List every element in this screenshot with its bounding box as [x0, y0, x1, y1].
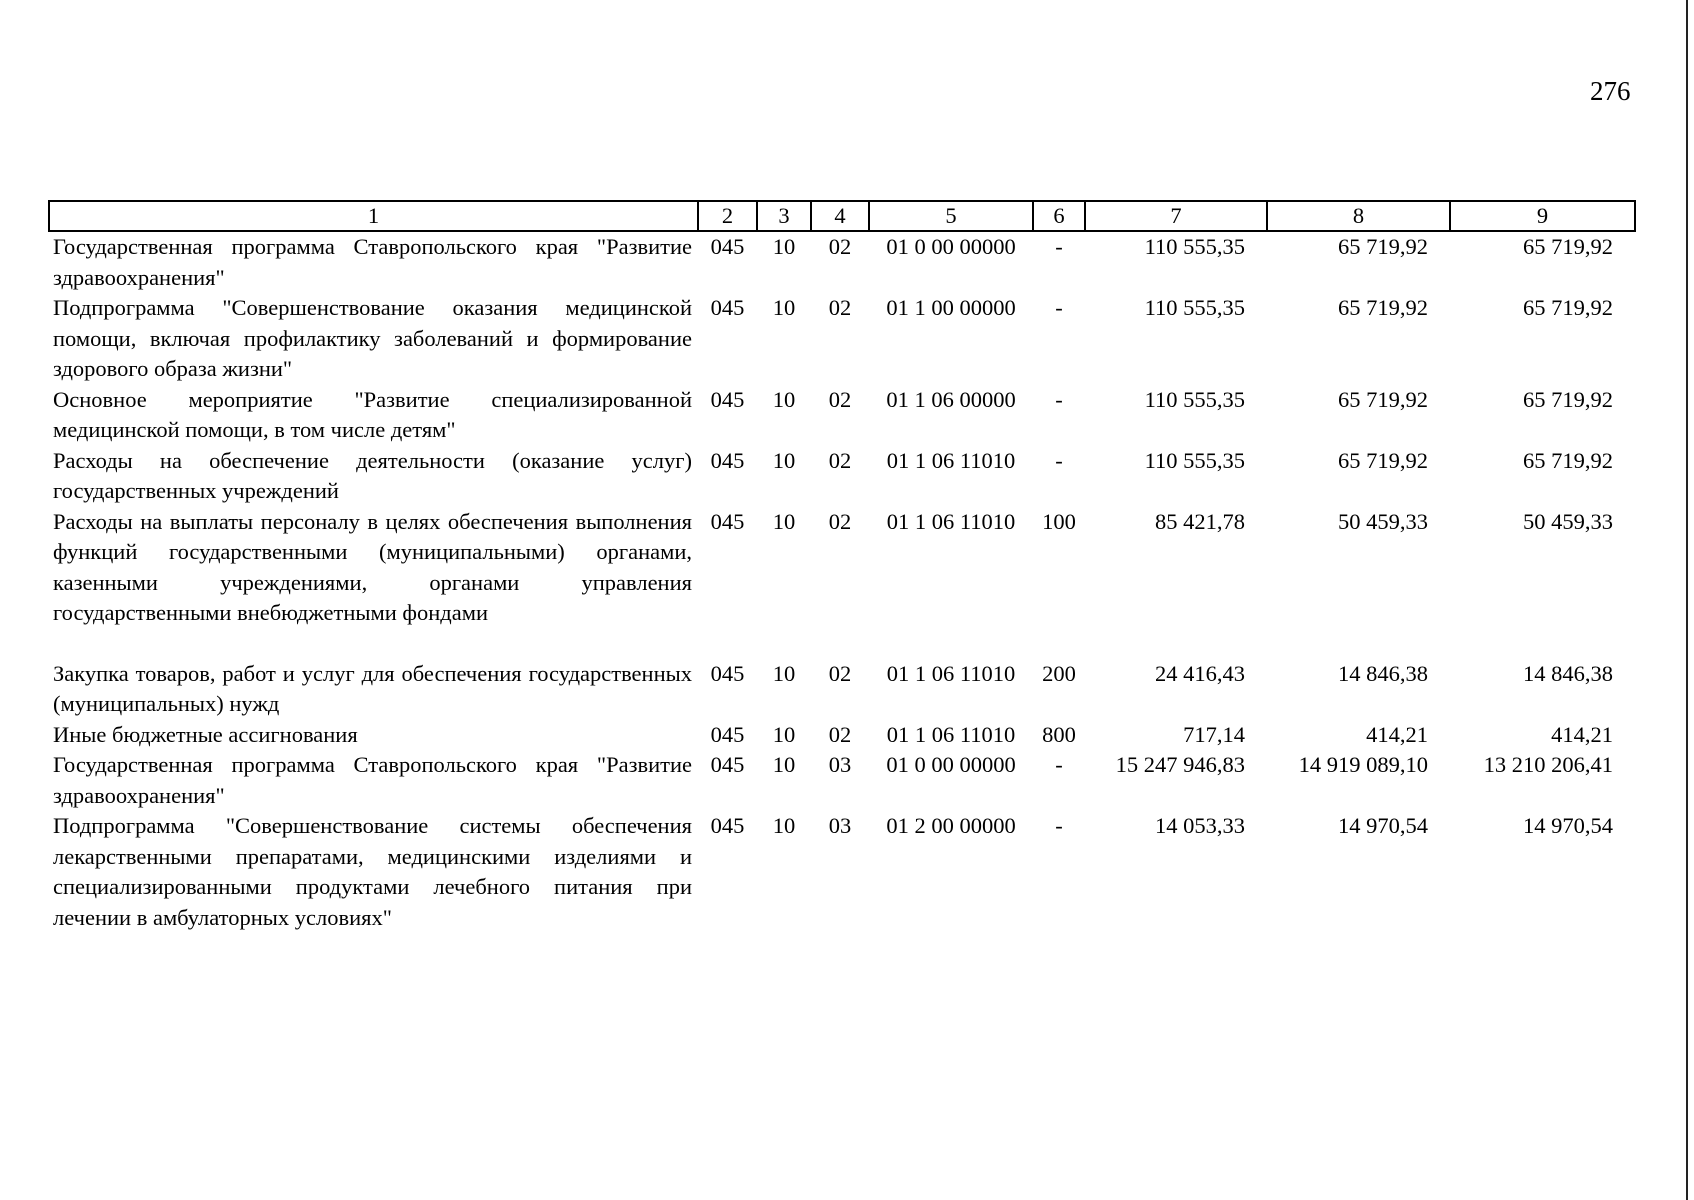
- cell-col-8: 50 459,33: [1338, 508, 1428, 534]
- cell-col-6: -: [1055, 386, 1063, 412]
- cell-col-8: 414,21: [1366, 721, 1428, 747]
- cell-col-7: 24 416,43: [1155, 660, 1245, 686]
- row-description: Расходы на обеспечение деятельности (оказание услуг) государственных учреждений: [53, 447, 692, 503]
- cell-col-5: 01 2 00 00000: [886, 813, 1016, 838]
- cell-col-4: 02: [828, 234, 852, 259]
- cell-col-5: 01 1 06 11010: [886, 508, 1016, 534]
- cell-col-4: 03: [828, 813, 852, 838]
- cell-col-8: 65 719,92: [1338, 447, 1428, 473]
- cell-col-5: 01 1 06 11010: [886, 660, 1016, 686]
- cell-col-7: 15 247 946,83: [1115, 752, 1245, 777]
- cell-col-8: 65 719,92: [1338, 295, 1428, 320]
- cell-col-2: 045: [710, 295, 745, 320]
- cell-col-6: 200: [1042, 660, 1076, 686]
- cell-col-8: 65 719,92: [1338, 234, 1428, 259]
- cell-col-8: 14 846,38: [1338, 660, 1428, 686]
- cell-col-3: 10: [772, 386, 796, 412]
- scan-edge-line: [1686, 0, 1688, 1200]
- cell-col-9: 14 846,38: [1523, 660, 1613, 686]
- cell-col-3: 10: [772, 752, 796, 777]
- header-col-8: 8: [1267, 201, 1450, 231]
- cell-col-7: 110 555,35: [1144, 447, 1245, 473]
- header-col-5: 5: [869, 201, 1033, 231]
- cell-col-4: 03: [828, 752, 852, 777]
- cell-col-3: 10: [772, 508, 796, 534]
- cell-col-8: 65 719,92: [1338, 386, 1428, 412]
- table-row: [49, 385, 1635, 446]
- cell-col-7: 110 555,35: [1144, 386, 1245, 412]
- cell-col-7: 717,14: [1183, 721, 1245, 747]
- cell-col-9: 14 970,54: [1523, 813, 1613, 838]
- cell-col-6: -: [1055, 447, 1063, 473]
- cell-col-7: 14 053,33: [1155, 813, 1245, 838]
- header-col-7: 7: [1085, 201, 1267, 231]
- cell-col-5: 01 1 06 11010: [886, 721, 1016, 747]
- cell-col-3: 10: [772, 813, 796, 838]
- row-description: Государственная программа Ставропольского края "Развитие здравоохранения": [53, 752, 692, 808]
- table-row: [49, 659, 1635, 720]
- cell-col-7: 110 555,35: [1144, 295, 1245, 320]
- header-row: [49, 201, 1635, 231]
- cell-col-2: 045: [710, 386, 745, 412]
- cell-col-5: 01 1 00 00000: [886, 295, 1016, 320]
- cell-col-6: 100: [1042, 508, 1076, 534]
- cell-col-2: 045: [710, 447, 745, 473]
- cell-col-9: 65 719,92: [1523, 386, 1613, 412]
- cell-col-4: 02: [828, 721, 852, 747]
- cell-col-3: 10: [772, 234, 796, 259]
- table-row: [49, 507, 1635, 659]
- cell-col-6: -: [1055, 295, 1063, 320]
- cell-col-9: 414,21: [1551, 721, 1613, 747]
- row-description: Иные бюджетные ассигнования: [53, 721, 358, 747]
- table-row: [49, 811, 1635, 933]
- row-description: Основное мероприятие "Развитие специализированной медицинской помощи, в том числе детям": [53, 386, 692, 442]
- cell-col-4: 02: [828, 386, 852, 412]
- budget-table: [48, 200, 1636, 933]
- cell-col-3: 10: [772, 660, 796, 686]
- header-col-4: 4: [811, 201, 869, 231]
- row-description: Закупка товаров, работ и услуг для обеспечения государственных (муниципальных) нужд: [53, 660, 692, 716]
- header-col-1: 1: [49, 201, 698, 231]
- header-col-6: 6: [1033, 201, 1085, 231]
- row-description: Подпрограмма "Совершенствование оказания медицинской помощи, включая профилактику заболеваний и формирование здорового образа жизни": [53, 295, 692, 381]
- cell-col-2: 045: [710, 752, 745, 777]
- cell-col-3: 10: [772, 295, 796, 320]
- cell-col-2: 045: [710, 234, 745, 259]
- cell-col-4: 02: [828, 508, 852, 534]
- cell-col-2: 045: [710, 721, 745, 747]
- row-description: Государственная программа Ставропольского края "Развитие здравоохранения": [53, 234, 692, 290]
- cell-col-6: -: [1055, 813, 1063, 838]
- cell-col-5: 01 1 06 11010: [886, 447, 1016, 473]
- cell-col-2: 045: [710, 813, 745, 838]
- cell-col-9: 65 719,92: [1523, 447, 1613, 473]
- cell-col-8: 14 919 089,10: [1298, 752, 1428, 777]
- page-number: 276: [1590, 76, 1631, 106]
- cell-col-8: 14 970,54: [1338, 813, 1428, 838]
- table-row: [49, 293, 1635, 385]
- cell-col-5: 01 1 06 00000: [886, 386, 1016, 412]
- cell-col-7: 110 555,35: [1144, 234, 1245, 259]
- cell-col-9: 50 459,33: [1523, 508, 1613, 534]
- header-col-2: 2: [698, 201, 757, 231]
- cell-col-6: -: [1055, 752, 1063, 777]
- table-row: [49, 750, 1635, 811]
- cell-col-9: 13 210 206,41: [1483, 752, 1613, 777]
- cell-col-9: 65 719,92: [1523, 295, 1613, 320]
- cell-col-2: 045: [710, 508, 745, 534]
- cell-col-4: 02: [828, 447, 852, 473]
- row-description: Подпрограмма "Совершенствование системы обеспечения лекарственными препаратами, медицинскими изделиями и специализированными продуктами лечебного питания при лечении в амбулаторных условиях": [53, 813, 692, 930]
- cell-col-2: 045: [710, 660, 745, 686]
- cell-col-6: -: [1055, 234, 1063, 259]
- row-description: Расходы на выплаты персоналу в целях обеспечения выполнения функций государственными (муниципальными) органами, казенными учреждениями, органами управления государственными внебюджетными фондами: [53, 508, 692, 625]
- cell-col-6: 800: [1042, 721, 1076, 747]
- cell-col-3: 10: [772, 721, 796, 747]
- cell-col-4: 02: [828, 295, 852, 320]
- table-row: [49, 720, 1635, 751]
- cell-col-3: 10: [772, 447, 796, 473]
- cell-col-5: 01 0 00 00000: [886, 752, 1016, 777]
- header-col-3: 3: [757, 201, 811, 231]
- cell-col-9: 65 719,92: [1523, 234, 1613, 259]
- cell-col-4: 02: [828, 660, 852, 686]
- header-col-9: 9: [1450, 201, 1635, 231]
- table-row: [49, 231, 1635, 293]
- cell-col-7: 85 421,78: [1155, 508, 1245, 534]
- cell-col-5: 01 0 00 00000: [886, 234, 1016, 259]
- table-row: [49, 446, 1635, 507]
